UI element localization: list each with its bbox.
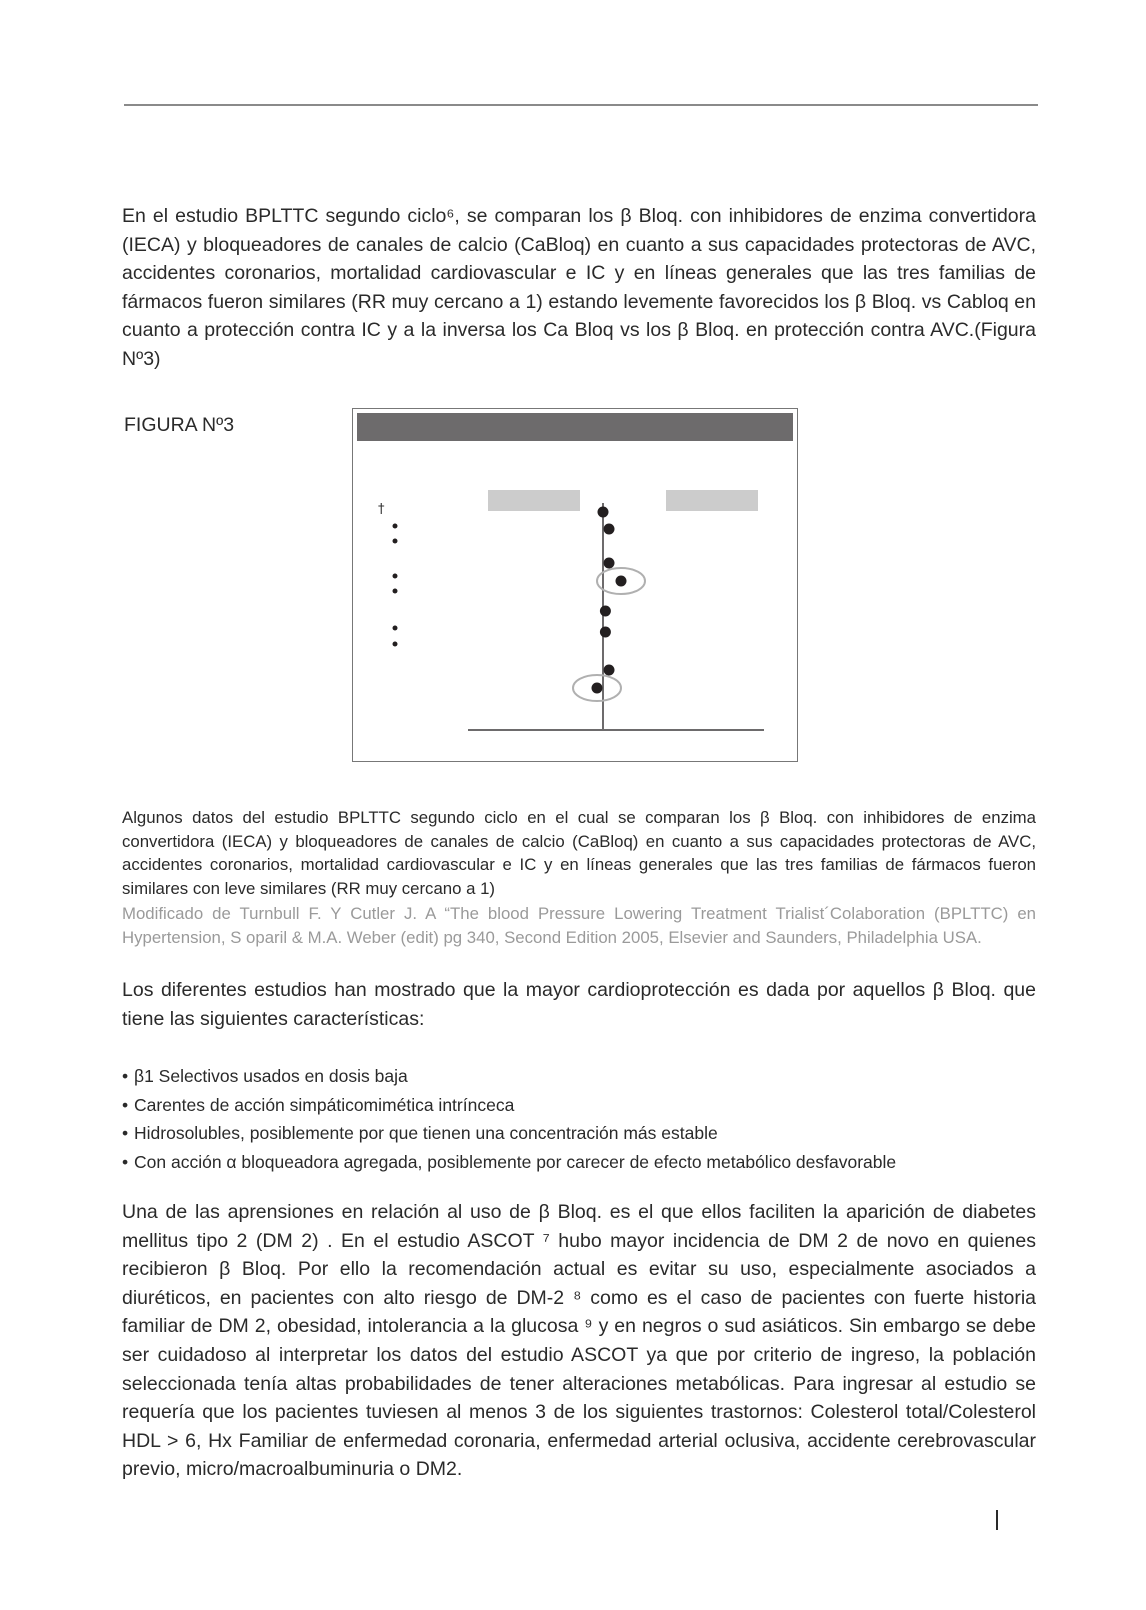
list-item bbox=[122, 1148, 1036, 1177]
list-item bbox=[122, 1119, 1036, 1148]
diabetes-paragraph: Una de las aprensiones en relación al uso de β Bloq. es el que ellos faciliten la aparición de diabetes mellitus tipo 2 (DM 2) . En el estudio ASCOT ⁷ hubo mayor incidencia de DM 2 de novo en quienes recibieron β Bloq. Por ello la recomendación actual es evitar su uso, especialmente asociados a diuréticos, en pacientes con alto riesgo de DM-2 ⁸ como es el caso de pacientes con fuerte historia familiar de DM 2, obesidad, intolerancia a la glucosa ⁹ y en negros o sud asiáticos. Sin embargo se debe ser cuidadoso al interpretar los datos del estudio ASCOT ya que por criterio de ingreso, la población seleccionada tenía altas probabilidades de tener alteraciones metabólicas. Para ingresar al estudio se requería que los pacientes tuviesen al menos 3 de los siguientes trastornos: Colesterol total/Colesterol HDL > 6, Hx Familiar de enfermedad coronaria, enfermedad arterial oclusiva, accidente cerebrovascular previo, micro/macroalbuminuria o DM2. bbox=[122, 1201, 1036, 1481]
figure-source: Modificado de Turnbull F. Y Cutler J. A “The blood Pressure Lowering Treatment Trialist´Colaboration (BPLTTC) en Hypertension, S oparil & M.A. Weber (edit) pg 340, Second Edition 2005, Elsevier and Saunders, Philadelphia USA. bbox=[122, 904, 1036, 947]
data-point bbox=[604, 665, 615, 676]
list-item-text: β1 Selectivos usados en dosis baja bbox=[134, 1066, 408, 1086]
data-point bbox=[592, 683, 603, 694]
list-item-text: Con acción α bloqueadora agregada, posiblemente por carecer de efecto metabólico desfavorable bbox=[134, 1151, 897, 1172]
row-marker bbox=[393, 642, 398, 647]
data-point bbox=[604, 524, 615, 535]
bullet-icon: • bbox=[122, 1123, 129, 1144]
data-point bbox=[604, 558, 615, 569]
row-marker bbox=[393, 524, 398, 529]
data-point bbox=[600, 627, 611, 638]
row-marker bbox=[393, 539, 398, 544]
figure-caption: Algunos datos del estudio BPLTTC segundo ciclo en el cual se comparan los β Bloq. con inhibidores de enzima convertidora (IECA) y bloqueadores de canales de calcio (CaBloq) en cuanto a sus capacidades protectoras de AVC, accidentes coronarios, mortalidad cardiovascular e IC y en líneas generales que las tres familias de fármacos fueron similares con leve similares (RR muy cercano a 1) bbox=[122, 808, 1036, 898]
characteristics-paragraph: Los diferentes estudios han mostrado que la mayor cardioprotección es dada por aquellos β Bloq. que tiene las siguientes características: bbox=[122, 979, 1036, 1030]
forest-plot-figure bbox=[352, 408, 798, 762]
bullet-icon: • bbox=[122, 1151, 129, 1172]
list-item bbox=[122, 1062, 1036, 1091]
data-point bbox=[600, 606, 611, 617]
data-point bbox=[598, 507, 609, 518]
bullet-icon: • bbox=[122, 1094, 129, 1115]
bullet-icon: • bbox=[122, 1066, 129, 1086]
header-rule bbox=[124, 104, 1038, 106]
figure-frame bbox=[353, 409, 798, 762]
figure-label-box-right bbox=[666, 490, 758, 511]
data-point bbox=[616, 576, 627, 587]
intro-paragraph: En el estudio BPLTTC segundo ciclo⁶, se comparan los β Bloq. con inhibidores de enzima convertidora (IECA) y bloqueadores de canales de calcio (CaBloq) en cuanto a sus capacidades protectoras de AVC, accidentes coronarios, mortalidad cardiovascular e IC y en líneas generales que las tres familias de fármacos fueron similares (RR muy cercano a 1) estando levemente favorecidos los β Bloq. vs Cabloq en cuanto a protección contra IC y a la inversa los Ca Bloq vs los β Bloq. en protección contra AVC.(Figura Nº3) bbox=[122, 205, 1036, 370]
list-item-text: Hidrosolubles, posiblemente por que tienen una concentración más estable bbox=[134, 1123, 718, 1144]
row-marker bbox=[393, 574, 398, 579]
row-marker bbox=[393, 626, 398, 631]
page-marker bbox=[996, 1510, 998, 1530]
row-marker bbox=[393, 589, 398, 594]
list-item bbox=[122, 1091, 1036, 1120]
figure-label-box-left bbox=[488, 490, 580, 511]
list-item-text: Carentes de acción simpáticomimética intrínceca bbox=[134, 1094, 515, 1115]
figure-header-bar bbox=[357, 413, 793, 441]
dagger-mark: † bbox=[378, 502, 385, 517]
characteristics-list bbox=[122, 1062, 1036, 1176]
figure-label: FIGURA Nº3 bbox=[124, 414, 235, 436]
